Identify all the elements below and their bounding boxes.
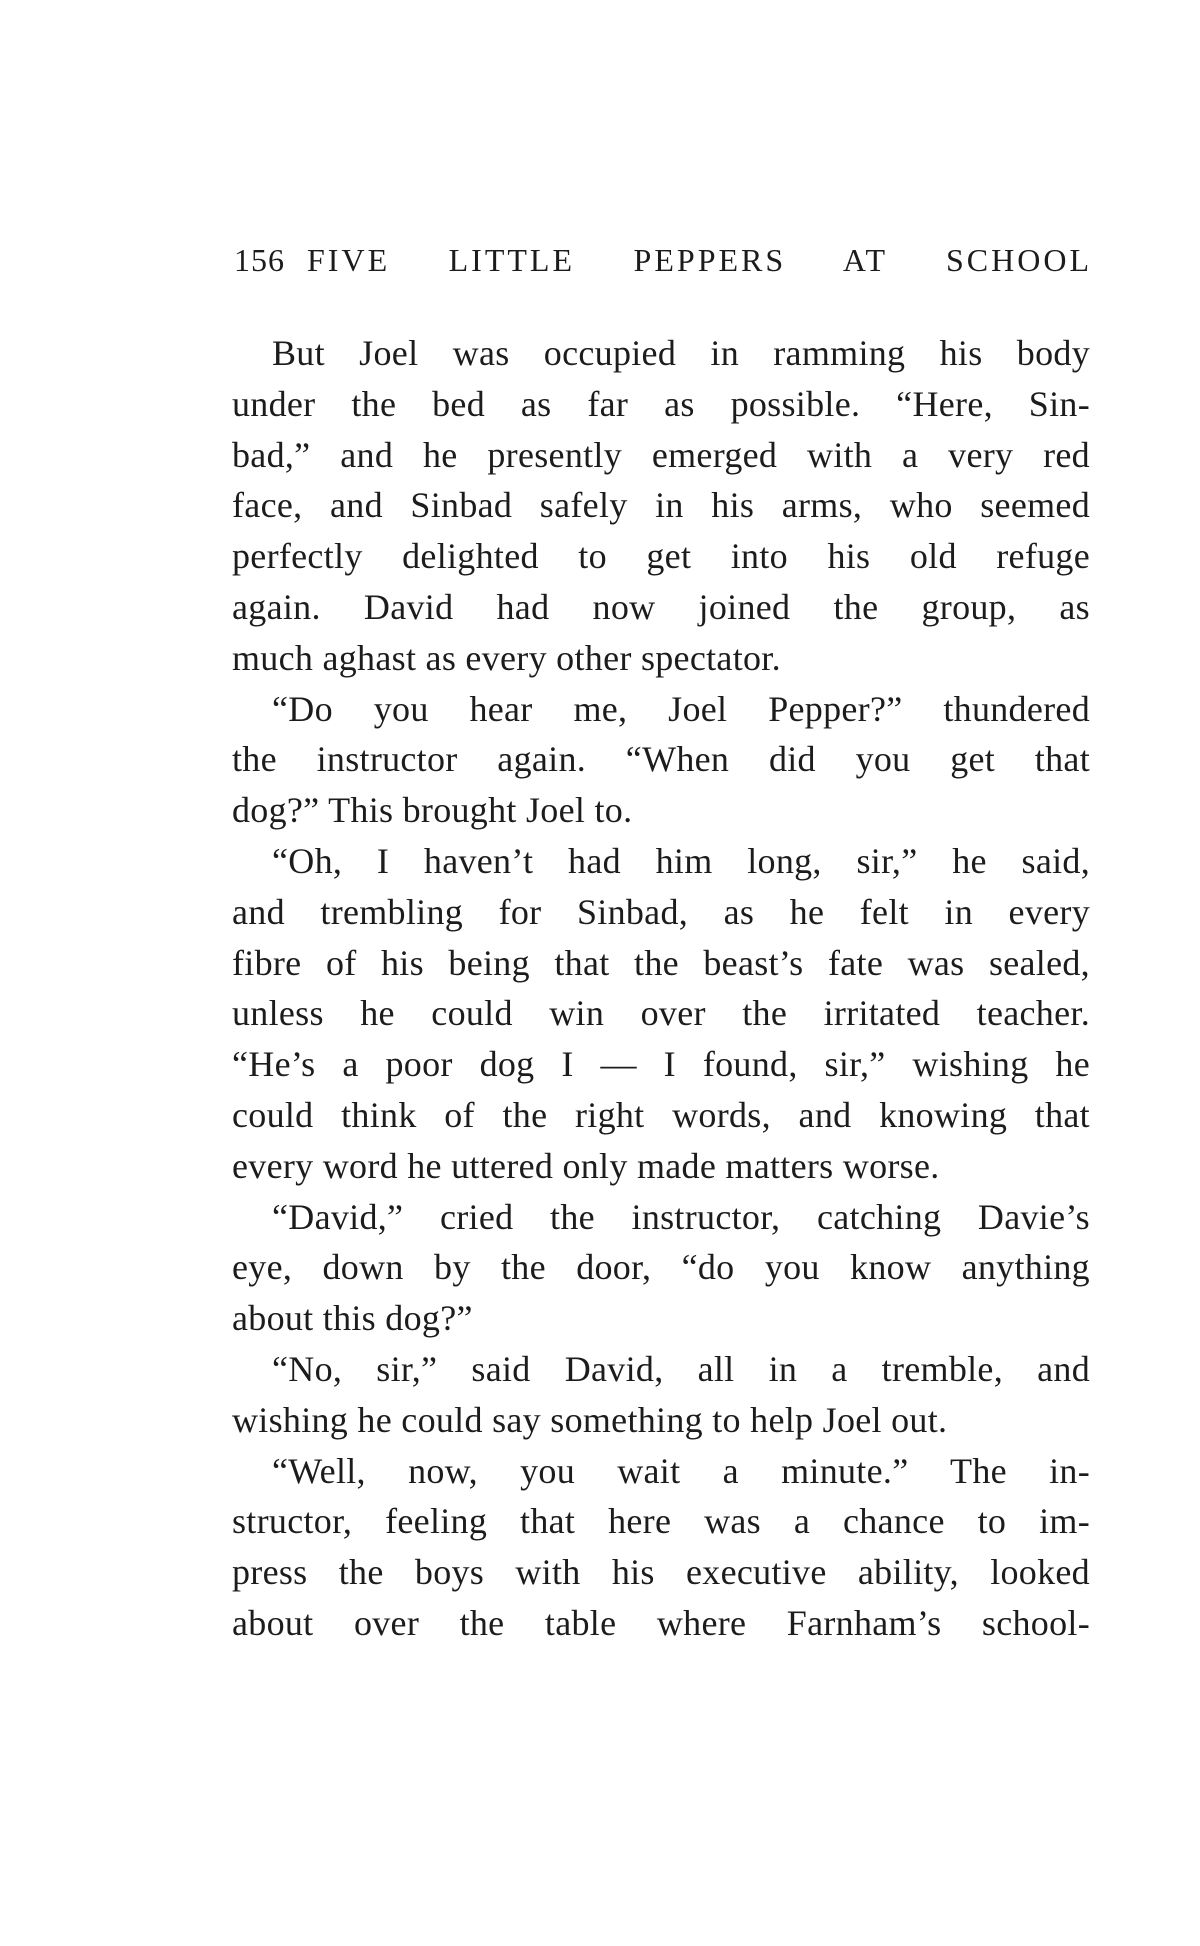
text-line: eye, down by the door, “do you know anything bbox=[232, 1247, 1090, 1288]
text-line: structor, feeling that here was a chance to im- bbox=[232, 1501, 1090, 1542]
body-text bbox=[232, 328, 1090, 1649]
text-line: “David,” cried the instructor, catching Davie’s bbox=[272, 1196, 1090, 1237]
text-line: fibre of his being that the beast’s fate was sealed, bbox=[232, 942, 1090, 983]
text-line: about over the table where Farnham’s school- bbox=[232, 1602, 1090, 1643]
text-line: every word he uttered only made matters worse. bbox=[232, 1145, 940, 1186]
text-line: dog?” This brought Joel to. bbox=[232, 790, 633, 831]
text-line: about this dog?” bbox=[232, 1298, 473, 1339]
text-line: much aghast as every other spectator. bbox=[232, 637, 781, 678]
running-title: FIVE LITTLE PEPPERS AT SCHOOL bbox=[307, 242, 1092, 278]
text-line: could think of the right words, and knowing that bbox=[232, 1094, 1090, 1135]
text-line: perfectly delighted to get into his old refuge bbox=[232, 536, 1090, 577]
text-line: again. David had now joined the group, as bbox=[232, 586, 1090, 627]
text-line: “He’s a poor dog I — I found, sir,” wishing he bbox=[232, 1044, 1090, 1085]
text-line: But Joel was occupied in ramming his body bbox=[272, 333, 1090, 373]
text-line: unless he could win over the irritated teacher. bbox=[232, 993, 1090, 1034]
text-line: “Oh, I haven’t had him long, sir,” he said, bbox=[272, 840, 1090, 881]
text-line: “No, sir,” said David, all in a tremble, and bbox=[272, 1348, 1090, 1389]
text-line: bad,” and he presently emerged with a very red bbox=[232, 434, 1090, 475]
text-line: wishing he could say something to help Joel out. bbox=[232, 1399, 948, 1440]
text-line: under the bed as far as possible. “Here, Sin- bbox=[232, 383, 1090, 424]
running-head bbox=[234, 242, 1092, 286]
text-line: “Well, now, you wait a minute.” The in- bbox=[272, 1450, 1090, 1491]
text-line: the instructor again. “When did you get that bbox=[232, 739, 1090, 780]
text-line: press the boys with his executive ability, looked bbox=[232, 1552, 1090, 1593]
page-number: 156 bbox=[234, 242, 285, 278]
text-line: and trembling for Sinbad, as he felt in every bbox=[232, 891, 1090, 932]
text-line: face, and Sinbad safely in his arms, who seemed bbox=[232, 485, 1090, 526]
text-line: “Do you hear me, Joel Pepper?” thundered bbox=[272, 688, 1090, 729]
